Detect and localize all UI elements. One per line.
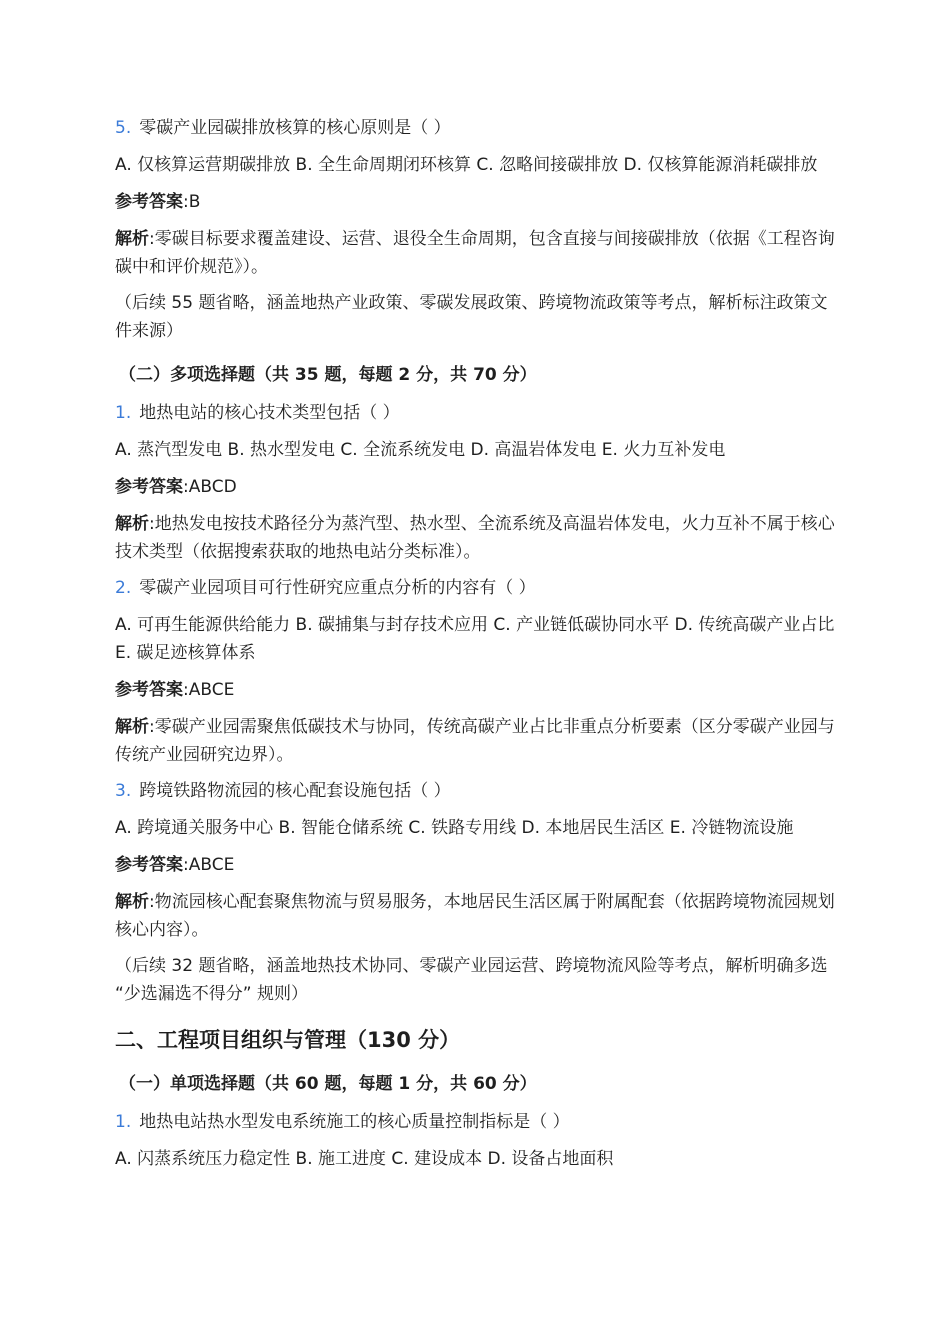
answer-label: 参考答案 (115, 192, 183, 212)
question-text: 地热电站的核心技术类型包括（ ） (139, 403, 400, 423)
omission-note: （后续 32 题省略，涵盖地热技术协同、零碳产业园运营、跨境物流风险等考点，解析明确多选 “少选漏选不得分” 规则） (115, 956, 828, 1004)
analysis-line (115, 888, 835, 944)
analysis-text: 物流园核心配套聚焦物流与贸易服务，本地居民生活区属于附属配套（依据跨境物流园规划核心内容）。 (115, 892, 835, 940)
question-number: 1. (115, 403, 132, 423)
answer-value: B (188, 192, 201, 212)
colon: : (183, 477, 189, 497)
colon: : (149, 514, 155, 534)
answer-value: ABCE (188, 680, 235, 700)
question-number: 1. (115, 1112, 132, 1132)
analysis-text: 零碳目标要求覆盖建设、运营、退役全生命周期，包含直接与间接碳排放（依据《工程咨询碳中和评价规范》）。 (115, 229, 835, 277)
question-text: 零碳产业园碳排放核算的核心原则是（ ） (139, 118, 451, 138)
question-text: 地热电站热水型发电系统施工的核心质量控制指标是（ ） (139, 1112, 570, 1132)
analysis-line (115, 510, 835, 566)
question-3 (115, 777, 835, 805)
answer-line (115, 473, 835, 501)
question-options: A. 蒸汽型发电 B. 热水型发电 C. 全流系统发电 D. 高温岩体发电 E. 火力互补发电 (115, 440, 726, 460)
section-heading-multi: （二）多项选择题（共 35 题，每题 2 分，共 70 分） (119, 365, 537, 385)
question-5 (115, 114, 835, 142)
omission-note: （后续 55 题省略，涵盖地热产业政策、零碳发展政策、跨境物流政策等考点，解析标注政策文件来源） (115, 293, 828, 341)
answer-label: 参考答案 (115, 855, 183, 875)
analysis-label: 解析 (115, 892, 149, 912)
colon: : (183, 855, 189, 875)
question-text: 跨境铁路物流园的核心配套设施包括（ ） (139, 781, 451, 801)
question-number: 3. (115, 781, 132, 801)
chapter-heading: 二、工程项目组织与管理（130 分） (115, 1028, 461, 1052)
question-number: 2. (115, 578, 132, 598)
colon: : (149, 229, 155, 249)
colon: : (183, 680, 189, 700)
analysis-text: 零碳产业园需聚焦低碳技术与协同，传统高碳产业占比非重点分析要素（区分零碳产业园与传统产业园研究边界）。 (115, 717, 835, 765)
analysis-label: 解析 (115, 514, 149, 534)
analysis-line (115, 713, 835, 769)
answer-label: 参考答案 (115, 477, 183, 497)
answer-value: ABCD (188, 477, 237, 497)
answer-label: 参考答案 (115, 680, 183, 700)
section-heading-single: （一）单项选择题（共 60 题，每题 1 分，共 60 分） (119, 1074, 537, 1094)
analysis-label: 解析 (115, 717, 149, 737)
analysis-line (115, 225, 835, 281)
answer-line (115, 676, 835, 704)
answer-line (115, 188, 835, 216)
colon: : (183, 192, 189, 212)
question-text: 零碳产业园项目可行性研究应重点分析的内容有（ ） (139, 578, 536, 598)
colon: : (149, 717, 155, 737)
question-1 (115, 399, 835, 427)
answer-value: ABCE (188, 855, 235, 875)
question-options: A. 仅核算运营期碳排放 B. 全生命周期闭环核算 C. 忽略间接碳排放 D. 仅核算能源消耗碳排放 (115, 155, 818, 175)
analysis-label: 解析 (115, 229, 149, 249)
question-options: A. 闪蒸系统压力稳定性 B. 施工进度 C. 建设成本 D. 设备占地面积 (115, 1149, 614, 1169)
question-options: A. 跨境通关服务中心 B. 智能仓储系统 C. 铁路专用线 D. 本地居民生活区 E. 冷链物流设施 (115, 818, 794, 838)
question-2 (115, 574, 835, 602)
question-options: A. 可再生能源供给能力 B. 碳捕集与封存技术应用 C. 产业链低碳协同水平 D. 传统高碳产业占比 E. 碳足迹核算体系 (115, 615, 835, 663)
question-number: 5. (115, 118, 132, 138)
question-1 (115, 1108, 835, 1136)
analysis-text: 地热发电按技术路径分为蒸汽型、热水型、全流系统及高温岩体发电，火力互补不属于核心技术类型（依据搜索获取的地热电站分类标准）。 (115, 514, 835, 562)
answer-line (115, 851, 835, 879)
colon: : (149, 892, 155, 912)
